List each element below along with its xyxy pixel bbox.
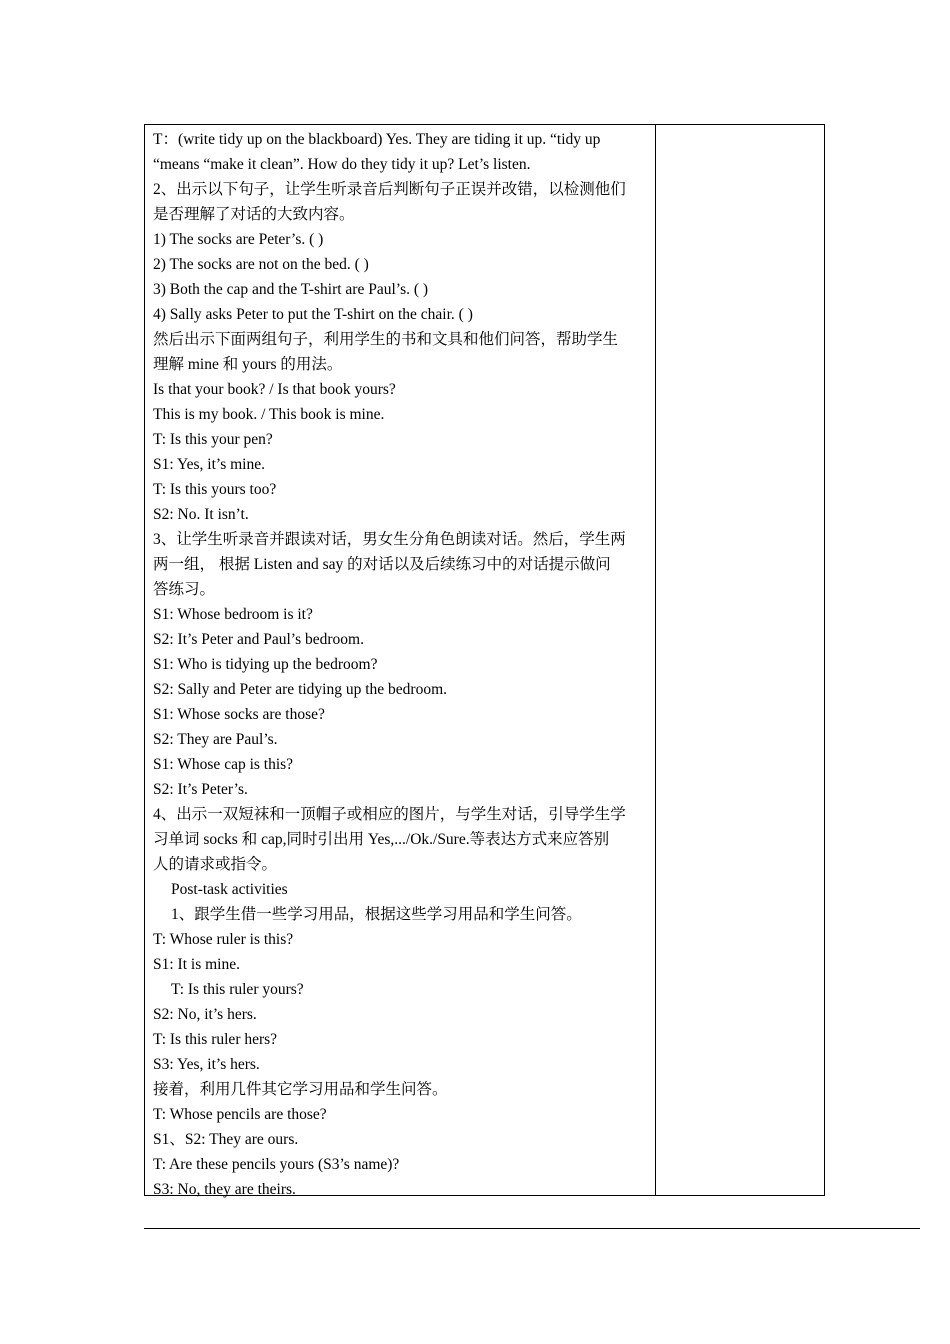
- lesson-line: 3) Both the cap and the T-shirt are Paul’s. ( ): [153, 281, 429, 298]
- lesson-line: T: Is this ruler hers?: [153, 1031, 278, 1048]
- lesson-line: S1: Yes, it’s mine.: [153, 456, 265, 473]
- lesson-line: 是否理解了对话的大致内容。: [153, 206, 355, 223]
- footer-rule: [144, 1228, 920, 1229]
- lesson-line: 答练习。: [153, 581, 216, 598]
- lesson-line: T：(write tidy up on the blackboard) Yes. They are tiding it up. “tidy up: [153, 131, 601, 148]
- lesson-line: “means “make it clean”. How do they tidy it up? Let’s listen.: [153, 156, 531, 173]
- lesson-line: 1、跟学生借一些学习用品，根据这些学习用品和学生问答。: [171, 906, 582, 923]
- lesson-line: S1、S2: They are ours.: [153, 1131, 299, 1148]
- lesson-line: 3、让学生听录音并跟读对话，男女生分角色朗读对话。然后，学生两: [153, 531, 626, 548]
- lesson-line: T: Is this yours too?: [153, 481, 277, 498]
- lesson-line: S2: Sally and Peter are tidying up the bedroom.: [153, 681, 448, 698]
- lesson-line: S2: They are Paul’s.: [153, 731, 278, 748]
- lesson-line: S1: It is mine.: [153, 956, 240, 973]
- lesson-line: 两一组， 根据 Listen and say 的对话以及后续练习中的对话提示做问: [153, 556, 611, 573]
- lesson-line: 2) The socks are not on the bed. ( ): [153, 256, 369, 273]
- lesson-line: S2: No. It isn’t.: [153, 506, 249, 523]
- lesson-line: T: Is this your pen?: [153, 431, 273, 448]
- lesson-line: 人的请求或指令。: [153, 856, 278, 873]
- lesson-line: 接着，利用几件其它学习用品和学生问答。: [153, 1081, 448, 1098]
- lesson-line: S3: No, they are theirs.: [153, 1181, 296, 1198]
- lesson-line: 1) The socks are Peter’s. ( ): [153, 231, 324, 248]
- lesson-line: T: Whose ruler is this?: [153, 931, 294, 948]
- lesson-line: S3: Yes, it’s hers.: [153, 1056, 260, 1073]
- lesson-line: 2、出示以下句子，让学生听录音后判断句子正误并改错，以检测他们: [153, 181, 626, 198]
- lesson-line: S1: Whose bedroom is it?: [153, 606, 313, 623]
- lesson-line: Post-task activities: [171, 881, 288, 898]
- lesson-line: 理解 mine 和 yours 的用法。: [153, 356, 343, 373]
- lesson-plan-table: [144, 124, 825, 1196]
- lesson-line: 4) Sally asks Peter to put the T-shirt on the chair. ( ): [153, 306, 473, 323]
- lesson-line: S2: It’s Peter and Paul’s bedroom.: [153, 631, 364, 648]
- lesson-line: 习单词 socks 和 cap,同时引出用 Yes,.../Ok./Sure.等表达方式来应答别: [153, 831, 610, 848]
- lesson-line: This is my book. / This book is mine.: [153, 406, 385, 423]
- lesson-line: S1: Whose cap is this?: [153, 756, 294, 773]
- lesson-line: S2: It’s Peter’s.: [153, 781, 248, 798]
- lesson-line: T: Whose pencils are those?: [153, 1106, 327, 1123]
- lesson-content-cell: [153, 127, 649, 1202]
- lesson-line: S1: Who is tidying up the bedroom?: [153, 656, 378, 673]
- lesson-line: T: Are these pencils yours (S3’s name)?: [153, 1156, 400, 1173]
- lesson-line: T: Is this ruler yours?: [171, 981, 304, 998]
- lesson-line: 4、出示一双短袜和一顶帽子或相应的图片，与学生对话，引导学生学: [153, 806, 626, 823]
- lesson-line: S1: Whose socks are those?: [153, 706, 325, 723]
- lesson-line: 然后出示下面两组句子，利用学生的书和文具和他们问答，帮助学生: [153, 331, 619, 348]
- lesson-line: Is that your book? / Is that book yours?: [153, 381, 396, 398]
- lesson-line: S2: No, it’s hers.: [153, 1006, 257, 1023]
- notes-cell: [656, 125, 824, 1195]
